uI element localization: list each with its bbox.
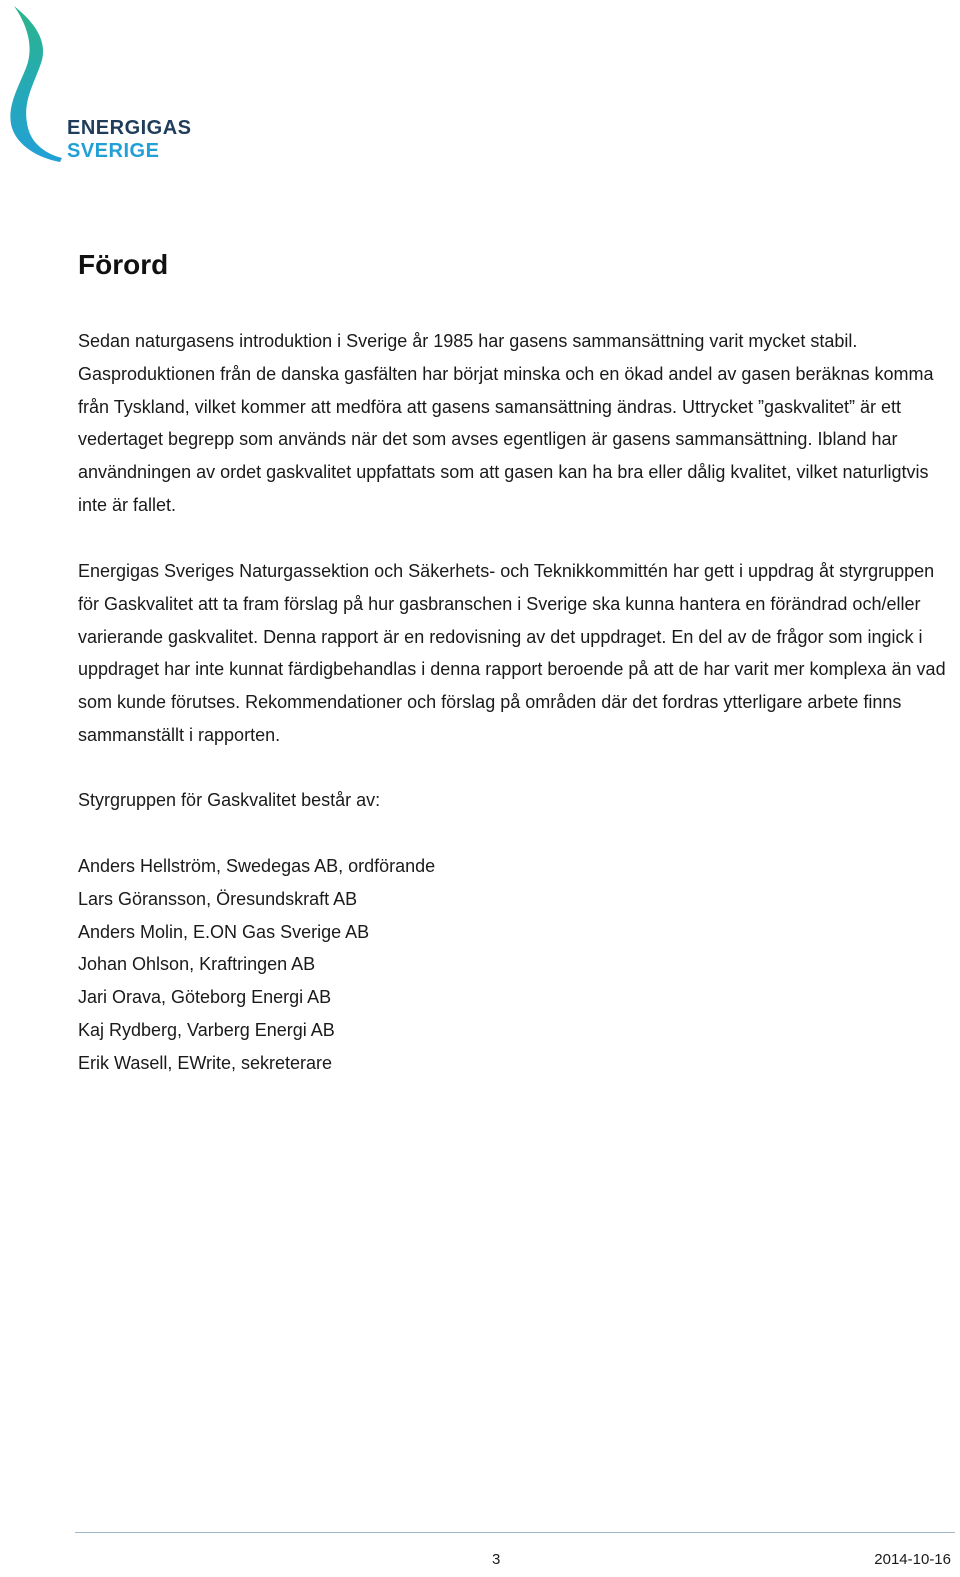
list-item: Johan Ohlson, Kraftringen AB	[78, 954, 316, 975]
list-item: Anders Hellström, Swedegas AB, ordförande	[78, 856, 436, 876]
list-item: Erik Wasell, EWrite, sekreterare	[78, 1052, 333, 1073]
members-intro: Styrgruppen för Gaskvalitet består av:	[78, 790, 381, 810]
page-number: 3	[492, 1551, 501, 1568]
list-item: Lars Göransson, Öresundskraft AB	[78, 888, 358, 909]
footer-date: 2014-10-16	[874, 1551, 951, 1568]
logo-wordmark-line1: ENERGIGAS	[67, 117, 192, 139]
logo-wordmark-line2: SVERIGE	[67, 140, 160, 162]
list-item: Jari Orava, Göteborg Energi AB	[78, 987, 332, 1008]
river-swoosh-icon	[4, 4, 68, 164]
list-item: Anders Molin, E.ON Gas Sverige AB	[78, 921, 370, 942]
members-list	[78, 850, 435, 1080]
assignment-paragraph: Energigas Sveriges Naturgassektion och Säkerhets- och Teknikkommittén har gett i uppdrag åt styrgruppen för Gaskvalitet att ta fram förslag på hur gasbranschen i Sverige ska kunna hantera en förändrad och/eller varierande gaskvalitet. Denna rapport är en redovisning av det uppdraget. En del av de frågor som ingick i uppdraget har inte kunnat färdigbehandlas i denna rapport beroende på att de har varit mer komplexa än vad som kunde förutses. Rekommendationer och förslag på områden där det fordras ytterligare arbete finns sammanställt i rapporten.	[78, 561, 946, 745]
intro-paragraph: Sedan naturgasens introduktion i Sverige år 1985 har gasens sammansättning varit mycket stabil. Gasproduktionen från de danska gasfälten har börjat minska och en ökad andel av gasen beräknas komma från Tyskland, vilket kommer att medföra att gasens samansättning ändras. Uttrycket ”gaskvalitet” är ett vedertaget begrepp som används när det som avses egentligen är gasens sammansättning. Ibland har användningen av ordet gaskvalitet uppfattats som att gasen kan ha bra eller dålig kvalitet, vilket naturligtvis inte är fallet.	[78, 331, 934, 515]
footer-divider	[75, 1532, 955, 1533]
list-item: Kaj Rydberg, Varberg Energi AB	[78, 1019, 335, 1040]
energigas-sverige-logo	[4, 4, 194, 164]
page-title: Förord	[78, 249, 169, 280]
